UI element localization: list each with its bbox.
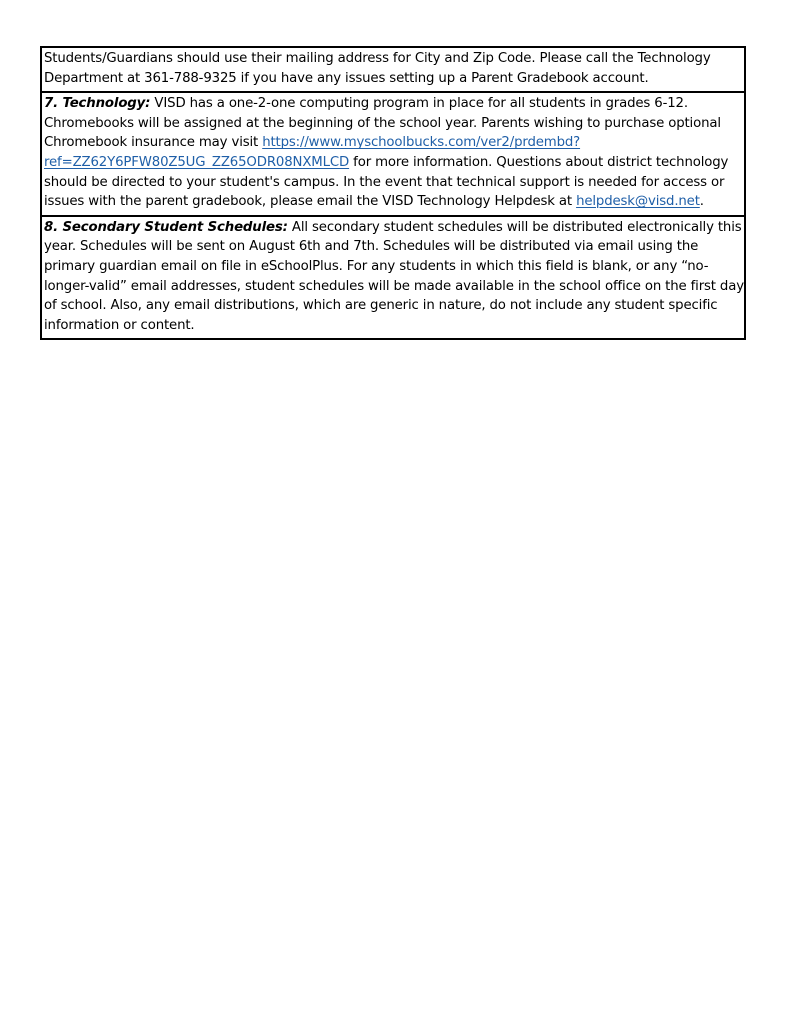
row-secondary-schedules <box>42 215 744 339</box>
schedules-heading: 8. Secondary Student Schedules: <box>44 219 288 235</box>
technology-text-a: VISD has a one-2-one computing program in place for all students in grades 6-12. Chromebooks will be assigned at the beginning of the school year. Parents wishing to purchase optional Chromebook insurance may visit <box>44 96 721 151</box>
technology-heading: 7. Technology: <box>44 96 151 112</box>
schedules-text: All secondary student schedules will be distributed electronically this year. Schedules will be sent on August 6th and 7th. Schedules will be distributed via email using the primary guardian email on file in eSchoolPlus. For any students in which this field is blank, or any “no-longer-valid” email addresses, student schedules will be made available in the school office on the first day of school. Also, any email distributions, which are generic in nature, do not include any student specific information or content. <box>44 219 744 333</box>
helpdesk-email-link[interactable]: helpdesk@visd.net <box>576 194 700 210</box>
notice-table <box>40 46 746 340</box>
row-technology <box>42 91 744 215</box>
account-info-text: Students/Guardians should use their mailing address for City and Zip Code. Please call the Technology Department at 361-788-9325 if you have any issues setting up a Parent Gradebook account. <box>44 51 711 86</box>
technology-text-b: for more information. Questions about district technology should be directed to your student's campus. In the event that technical support is needed for access or issues with the parent gradebook, please email the VISD Technology Helpdesk at <box>44 154 729 210</box>
technology-text-c: . <box>699 194 704 210</box>
myschoolbucks-link[interactable]: https://www.myschoolbucks.com/ver2/prdembd?ref=ZZ62Y6PFW80Z5UG_ZZ65ODR08NXMLCD <box>44 135 581 170</box>
row-account-info <box>42 48 744 91</box>
